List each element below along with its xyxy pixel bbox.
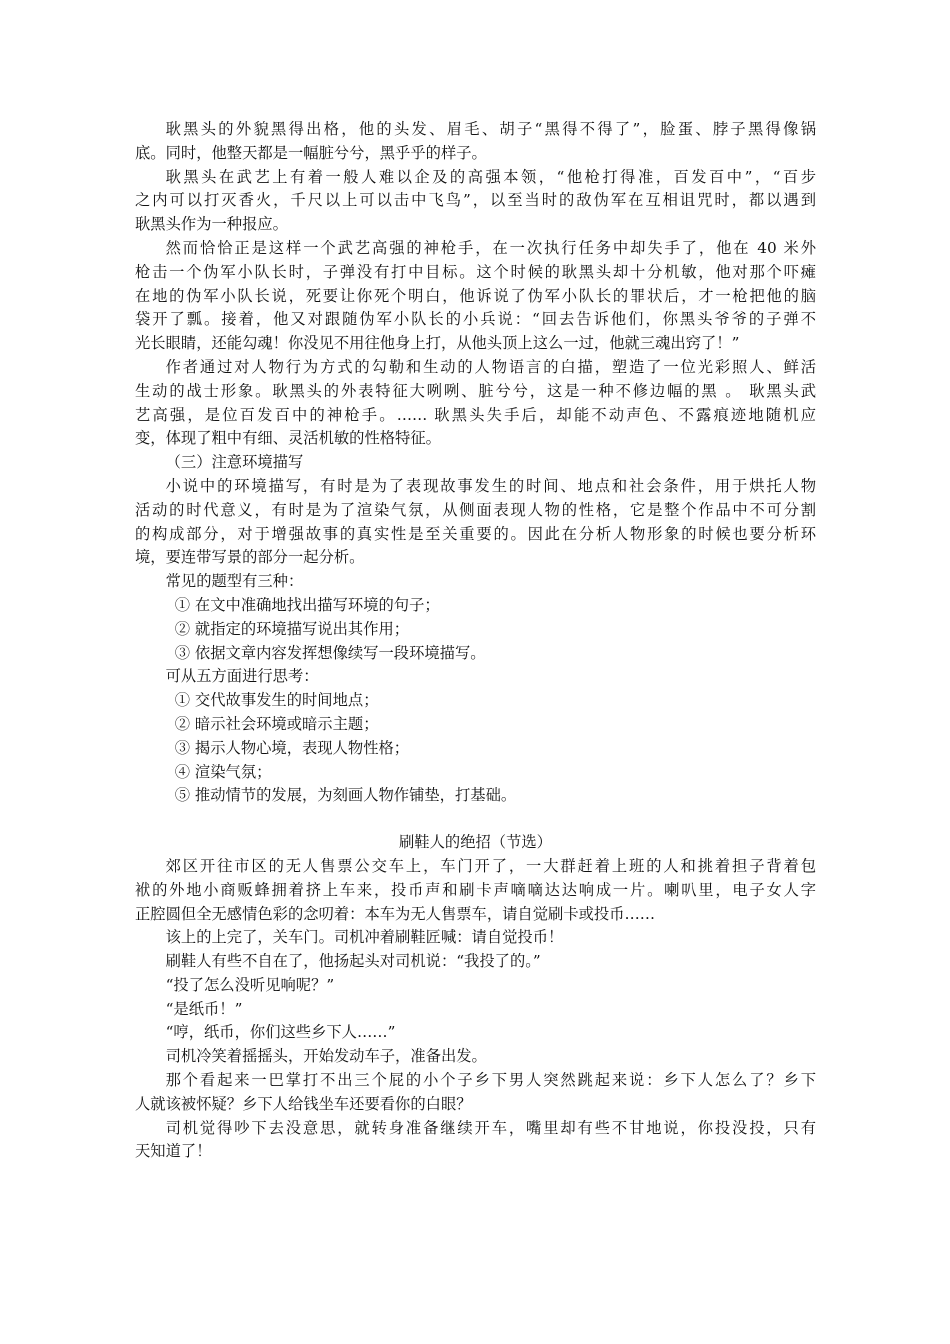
text-line: 之内可以打灭香火，千尺以上可以击中飞鸟”，以至当时的敌伪军在互相诅咒时，都以遇到 [135, 191, 816, 210]
text-line: 在地的伪军小队长说，死要让你死个明白，他诉说了伪军小队长的罪状后，才一枪把他的脑 [135, 286, 816, 305]
text-line: 耿黑头作为一种报应。 [135, 215, 288, 234]
question-types-list [135, 594, 816, 665]
text-line: 那个看起来一巴掌打不出三个屁的小个子乡下男人突然跳起来说：乡下人怎么了？乡下 [165, 1071, 816, 1090]
text-line: “是纸币！” [165, 999, 243, 1018]
story-paragraph [135, 1069, 816, 1117]
question-types-label: 常见的题型有三种： [165, 572, 304, 591]
text-line: 活动的时代意义，有时是为了渲染气氛，从侧面表现人物的性格，它是整个作品中不可分割 [135, 500, 816, 519]
text-line: 耿黑头在武艺上有着一般人难以企及的高强本领，“他枪打得准，百发百中”，“百步 [165, 167, 816, 186]
aspects-list [135, 689, 816, 808]
text-line: 司机冷笑着摇摇头，开始发动车子，准备出发。 [165, 1047, 487, 1066]
text-line: 小说中的环境描写，有时是为了表现故事发生的时间、地点和社会条件，用于烘托人物 [165, 476, 816, 495]
list-item: ① 在文中准确地找出描写环境的句子； [174, 595, 440, 614]
story-paragraph [135, 950, 816, 974]
environment-section [135, 451, 816, 808]
text-line: 变，体现了粗中有细、灵活机敏的性格特征。 [135, 429, 441, 448]
text-line: 郊区开往市区的无人售票公交车上，车门开了，一大群赶着上班的人和挑着担子背着包 [165, 856, 816, 875]
paragraph-skill [135, 166, 816, 237]
text-line: 底。同时，他整天都是一幅脏兮兮，黑乎乎的样子。 [135, 143, 487, 162]
text-line: “投了怎么没听见响呢？” [165, 975, 335, 994]
list-item: ③ 揭示人物心境，表现人物性格； [174, 738, 410, 757]
story-paragraph [135, 855, 816, 926]
list-item: ① 交代故事发生的时间地点； [174, 691, 379, 710]
text-line: 耿黑头的外貌黑得出格，他的头发、眉毛、胡子“黑得不得了”，脸蛋、脖子黑得像锅 [165, 120, 816, 138]
story-paragraph [135, 974, 816, 998]
story-paragraph [135, 1117, 816, 1165]
story-paragraph [135, 1021, 816, 1045]
story-paragraph [135, 926, 816, 950]
text-line: 司机觉得吵下去没意思，就转身准备继续开车，嘴里却有些不甘地说，你投没投，只有 [165, 1118, 816, 1137]
text-line: 生动的战士形象。耿黑头的外表特征大咧咧、脏兮兮，这是一种不修边幅的黑 。 耿黑头武 [135, 381, 816, 400]
list-item: ② 暗示社会环境或暗示主题； [174, 714, 379, 733]
text-line: 然而恰恰正是这样一个武艺高强的神枪手，在一次执行任务中却失手了，他在 40 米外 [165, 238, 816, 257]
story-paragraph [135, 998, 816, 1022]
paragraph-appearance [135, 118, 816, 166]
list-item: ③ 依据文章内容发挥想像续写一段环境描写。 [174, 643, 486, 662]
text-line: 天知道了！ [135, 1142, 212, 1161]
analysis-section [135, 118, 816, 451]
text-line: 刷鞋人有些不自在了，他扬起头对司机说：“我投了的。” [165, 952, 541, 971]
text-line: 枪击一个伪军小队长时，子弹没有打中目标。这个时候的耿黑头却十分机敏，他对那个吓瘫 [135, 262, 816, 281]
story-paragraph [135, 1045, 816, 1069]
text-line: 人就该被怀疑？乡下人给钱坐车还要看你的白眼？ [135, 1094, 472, 1113]
text-line: 光长眼睛，还能勾魂！你没见不用往他身上打，从他头顶上这么一过，他就三魂出窍了！” [135, 334, 740, 353]
paragraph-summary [135, 356, 816, 451]
text-line: 艺高强，是位百发百中的神枪手。…… 耿黑头失手后，却能不动声色、不露痕迹地随机应 [135, 405, 816, 424]
text-line: 作者通过对人物行为方式的勾勒和生动的人物语言的白描，塑造了一位光彩照人、鲜活 [165, 357, 816, 376]
text-line: 境，要连带写景的部分一起分析。 [135, 548, 365, 567]
paragraph-environment-intro [135, 475, 816, 570]
paragraph-miss [135, 237, 816, 356]
text-line: 的构成部分，对于增强故事的真实性是至关重要的。因此在分析人物形象的时候也要分析环 [135, 524, 816, 543]
text-line: “哼，纸币，你们这些乡下人……” [165, 1023, 396, 1042]
story-section [135, 831, 816, 1164]
list-item: ② 就指定的环境描写说出其作用； [174, 619, 410, 638]
text-line: 袱的外地小商贩蜂拥着挤上车来，投币声和刷卡声嘀嘀达达响成一片。喇叭里，电子女人字 [135, 880, 816, 899]
text-line: 正腔圆但全无感情色彩的念叨着：本车为无人售票车，请自觉刷卡或投币…… [135, 904, 656, 923]
text-line: 袋开了瓢。接着，他又对跟随伪军小队长的小兵说：“回去告诉他们，你黑头爷爷的子弹不 [135, 310, 816, 329]
section-heading: （三）注意环境描写 [165, 453, 304, 472]
list-item: ④ 渲染气氛； [174, 762, 272, 781]
list-item: ⑤ 推动情节的发展，为刻画人物作铺垫，打基础。 [174, 786, 517, 805]
text-line: 该上的上完了，关车门。司机冲着刷鞋匠喊：请自觉投币！ [165, 928, 564, 947]
aspects-label: 可从五方面进行思考： [165, 667, 319, 686]
story-title: 刷鞋人的绝招（节选） [399, 833, 552, 852]
